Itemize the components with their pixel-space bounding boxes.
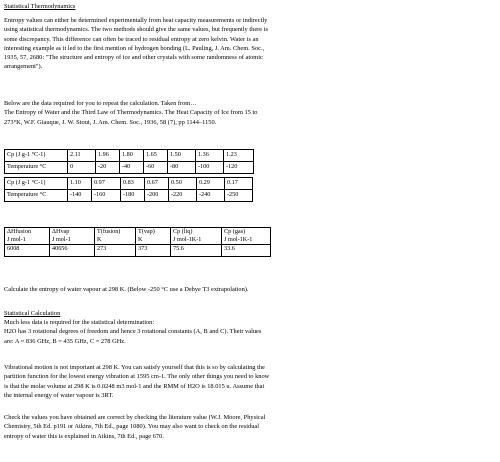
header-cell <box>95 228 136 245</box>
data-source-paragraph <box>4 99 258 127</box>
vibrational-paragraph <box>4 363 269 400</box>
table-cell: -180 <box>121 190 145 202</box>
unit-text: J mol-1 <box>7 236 26 244</box>
table-row <box>5 190 253 202</box>
source-line: 273°K, W.F. Giauque, J. W. Stout, J. Am. Chem. Soc., 1936, 58 (7), pp 1144–1150. <box>4 118 217 126</box>
row-label: Cp (J g-1 °C-1) <box>5 150 68 162</box>
text-line: the internal energy of water vapour is 3RT. <box>4 391 114 399</box>
table-cell: 1.23 <box>224 150 254 162</box>
table-cell: 1.50 <box>168 150 196 162</box>
table-cell: -140 <box>68 190 92 202</box>
header-cell <box>5 228 50 245</box>
thermal-properties-table <box>4 227 271 257</box>
task-statement: Calculate the entropy of water vapour at 298 K. (Below -250 °C use a Debye T3 extrapolation). <box>4 286 249 293</box>
unit-text: K <box>97 236 102 244</box>
table-row <box>5 178 253 190</box>
intro-line: interesting example as it led to the first mention of hydrogen bonding (L. Pauling, J. Am. Chem. Soc., <box>4 44 265 52</box>
table-row <box>5 245 271 257</box>
text-line: H2O has 3 rotational degrees of freedom and hence 3 rotational constants (A, B and C). Their values <box>4 328 262 336</box>
statistical-paragraph <box>4 318 261 346</box>
header-text: ΔHvap <box>52 228 70 235</box>
section-heading: Statistical Calculation <box>4 310 61 317</box>
intro-line: using statistical thermodynamics. The two methods should give the same values, but frequently there is <box>4 26 268 34</box>
table-cell: 273 <box>95 245 136 257</box>
row-label: Temperature °C <box>5 162 68 174</box>
source-line: The Entropy of Water and the Third Law of Thermodynamics. The Heat Capacity of Ice from 15 to <box>4 109 258 117</box>
table-cell: 1.80 <box>120 150 144 162</box>
check-paragraph <box>4 413 265 441</box>
table-cell: 75.6 <box>171 245 222 257</box>
heat-capacity-table-1 <box>4 149 254 174</box>
table-cell: 0 <box>68 162 96 174</box>
table-cell: 6008 <box>5 245 50 257</box>
text-line: entropy of water this is explained in Atkins, 7th Ed., page 670. <box>4 432 164 440</box>
header-cell <box>50 228 95 245</box>
row-label: Cp (J g-1 °C-1) <box>5 178 68 190</box>
text-line: is that the molar volume at 298 K is 0.0248 m3 mol-1 and the RMM of H2O is 18.015 u. Assume that <box>4 382 265 390</box>
table-cell: 373 <box>136 245 171 257</box>
header-cell <box>222 228 271 245</box>
table-cell: 0.50 <box>169 178 197 190</box>
table-row <box>5 228 271 245</box>
table-cell: -40 <box>120 162 144 174</box>
page-title: Statistical Thermodynamics <box>4 3 76 10</box>
text-line: partition function for the lowest energy vibration at 1595 cm-1. The only other things you need to know <box>4 373 270 381</box>
table-cell: -250 <box>225 190 253 202</box>
table-cell: 0.83 <box>121 178 145 190</box>
table-cell: 40656 <box>50 245 95 257</box>
text-line: Vibrational motion is not important at 298 K. You can satisfy yourself that this is so by calculating the <box>4 364 265 371</box>
table-row <box>5 150 254 162</box>
table-cell: 33.6 <box>222 245 271 257</box>
table-cell: -120 <box>224 162 254 174</box>
table-cell: 0.17 <box>225 178 253 190</box>
intro-line: some discrepancy. This difference can often be traced to residual entropy at zero kelvin. Water is an <box>4 35 259 43</box>
intro-line: arrangement"). <box>4 63 43 71</box>
unit-text: J mol-1 <box>52 236 71 244</box>
header-text: ΔHfusion <box>7 228 31 235</box>
text-line: are: A = 836 GHz, B = 435 GHz, C = 278 GHz. <box>4 337 126 345</box>
row-label: Temperature °C <box>5 190 68 202</box>
table-cell: -100 <box>196 162 224 174</box>
intro-paragraph <box>4 16 268 72</box>
table-cell: 1.96 <box>96 150 120 162</box>
table-cell: -60 <box>144 162 168 174</box>
unit-text: J mol-1K-1 <box>224 236 253 244</box>
intro-line: Entropy values can either be determined experimentally from heat capacity measurements or indirectly <box>4 17 268 24</box>
source-line: Below are the data required for you to repeat the calculation. Taken from… <box>4 100 197 107</box>
table-cell: -20 <box>96 162 120 174</box>
header-text: Cp (gas) <box>224 228 246 235</box>
table-cell: -200 <box>145 190 169 202</box>
text-line: Check the values you have obtained are correct by checking the literature value (W.J. Moore, Physical <box>4 414 266 421</box>
table-cell: 0.29 <box>197 178 225 190</box>
table-cell: 1.10 <box>68 178 92 190</box>
table-cell: -80 <box>168 162 196 174</box>
unit-text: J mol-1K-1 <box>173 236 202 244</box>
heat-capacity-table-2 <box>4 177 253 202</box>
unit-text: K <box>138 236 143 244</box>
table-cell: 2.11 <box>68 150 96 162</box>
text-line: Much less data is required for the statistical determination: <box>4 319 155 326</box>
header-text: Cp (liq) <box>173 228 193 235</box>
table-cell: -160 <box>92 190 121 202</box>
table-cell: -240 <box>197 190 225 202</box>
table-cell: 0.97 <box>92 178 121 190</box>
text-line: Chemistry, 5th Ed. p191 or Atkins, 7th Ed., page 1080). You may also want to check on the residual <box>4 423 259 431</box>
table-cell: 1.36 <box>196 150 224 162</box>
header-cell <box>171 228 222 245</box>
table-row <box>5 162 254 174</box>
header-text: T(fusion) <box>97 228 121 235</box>
table-cell: 0.67 <box>145 178 169 190</box>
table-cell: -220 <box>169 190 197 202</box>
header-text: T(vap) <box>138 228 155 235</box>
header-cell <box>136 228 171 245</box>
table-cell: 1.65 <box>144 150 168 162</box>
intro-line: 1935, 57, 2680: "The structure and entropy of ice and other crystals with some randomness of atomic <box>4 54 263 62</box>
